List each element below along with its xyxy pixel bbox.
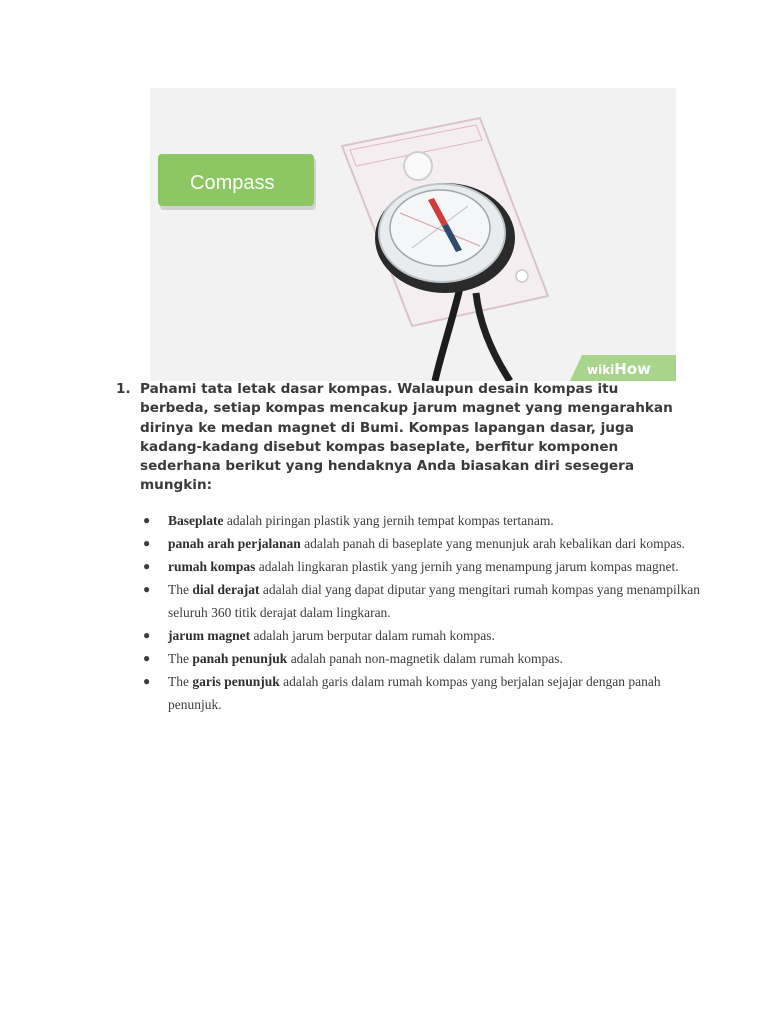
watermark-how-text: How — [614, 360, 652, 378]
watermark-wiki-text: wiki — [587, 363, 615, 377]
list-item: ● panah arah perjalanan adalah panah di baseplate yang menunjuk arah kebalikan dari kompas. — [140, 532, 700, 555]
step-1 — [116, 380, 686, 496]
compass-label-box — [158, 154, 316, 210]
bullet-icon: ● — [143, 582, 151, 596]
bullet-icon: ● — [143, 628, 151, 642]
list-item: ● jarum magnet adalah jarum berputar dalam rumah kompas. — [140, 624, 700, 647]
list-item: ● The dial derajat adalah dial yang dapat diputar yang mengitari rumah kompas yang menampilkan seluruh 360 titik derajat dalam lingkaran. — [140, 578, 700, 624]
list-item: ● Baseplate adalah piringan plastik yang jernih tempat kompas tertanam. — [140, 509, 700, 532]
list-item: ● rumah kompas adalah lingkaran plastik yang jernih yang menampung jarum kompas magnet. — [140, 555, 700, 578]
component-list — [140, 509, 700, 716]
bullet-icon: ● — [143, 651, 151, 665]
svg-text:wikiHow — [587, 360, 651, 378]
bullet-icon: ● — [143, 674, 151, 688]
compass-label-text: Compass — [190, 172, 275, 194]
wikihow-watermark — [570, 355, 676, 381]
bullet-icon: ● — [143, 536, 151, 550]
bullet-icon: ● — [143, 513, 151, 527]
list-item: ● The garis penunjuk adalah garis dalam rumah kompas yang berjalan sejajar dengan panah penunjuk. — [140, 670, 700, 716]
compass-housing — [375, 183, 515, 293]
step-text: Pahami tata letak dasar kompas. Walaupun desain kompas itu berbeda, setiap kompas mencakup jarum magnet yang mengarahkan dirinya ke medan magnet di Bumi. Kompas lapangan dasar, juga kadang-kadang disebut kompas baseplate, berfitur komponen sederhana berikut yang hendaknya Anda biasakan diri sesegera mungkin: — [140, 381, 673, 494]
step-number: 1. — [116, 381, 131, 397]
list-item: ● The panah penunjuk adalah panah non-magnetik dalam rumah kompas. — [140, 647, 700, 670]
compass-illustration — [150, 88, 676, 381]
bullet-icon: ● — [143, 559, 151, 573]
